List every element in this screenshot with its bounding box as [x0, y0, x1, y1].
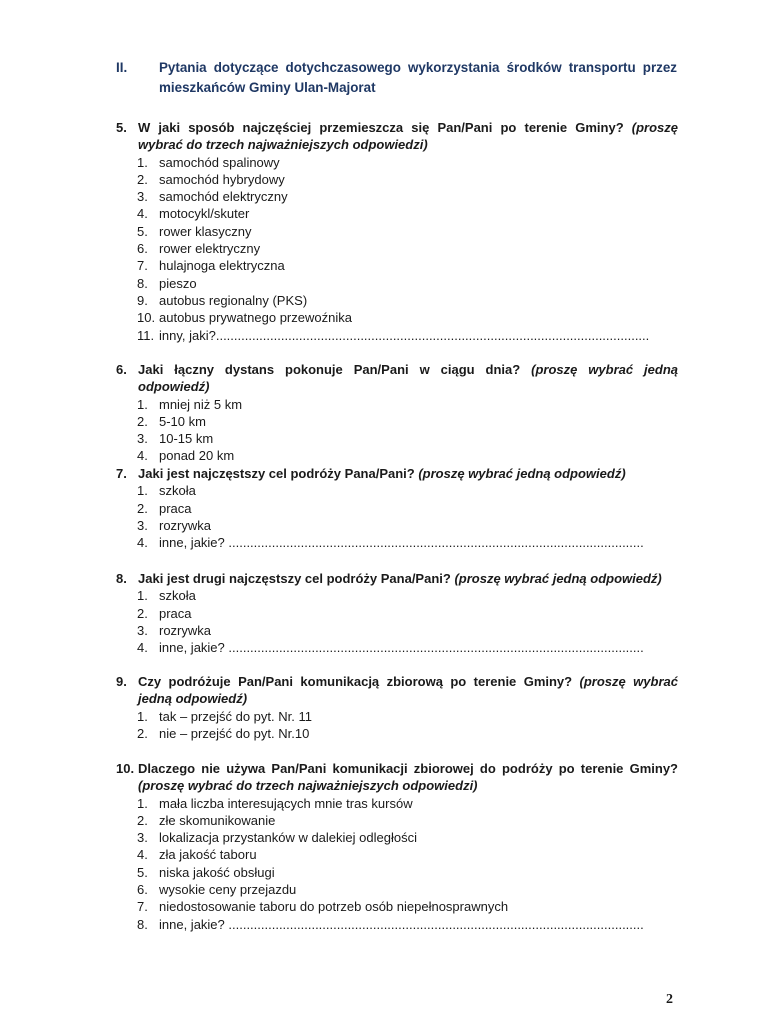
option-item[interactable] — [116, 240, 678, 257]
question-header — [116, 465, 678, 482]
option-label: hulajnoga elektryczna — [159, 258, 285, 274]
option-item[interactable] — [116, 327, 678, 344]
option-item[interactable] — [116, 587, 678, 604]
option-number: 3. — [137, 622, 148, 638]
option-number: 3. — [137, 830, 148, 846]
option-number: 9. — [137, 292, 148, 308]
question-number: 8. — [116, 571, 127, 586]
option-number: 8. — [137, 275, 148, 291]
question-instruction: (proszę wybrać do trzech najważniejszych odpowiedzi) — [138, 778, 478, 794]
option-label: szkoła — [159, 483, 196, 499]
option-label: samochód elektryczny — [159, 189, 288, 205]
option-number: 2. — [137, 725, 148, 741]
option-item[interactable] — [116, 622, 678, 639]
question-number: 9. — [116, 674, 127, 689]
page-number: 2 — [666, 992, 673, 1007]
option-label: rower elektryczny — [159, 241, 261, 257]
option-item[interactable] — [116, 812, 678, 829]
option-item[interactable] — [116, 413, 678, 430]
option-label: 10-15 km — [159, 431, 214, 447]
option-label: autobus prywatnego przewoźnika — [159, 310, 352, 326]
question-header — [116, 361, 678, 396]
option-number: 4. — [137, 847, 148, 863]
section-number: II. — [116, 60, 128, 75]
option-number: 2. — [137, 812, 148, 828]
option-item[interactable] — [116, 309, 678, 326]
option-number: 4. — [137, 206, 148, 222]
option-item[interactable] — [116, 292, 678, 309]
question-header — [116, 119, 678, 154]
question-instruction: (proszę wybrać jedną odpowiedź) — [418, 466, 626, 481]
option-list — [116, 482, 678, 551]
option-item[interactable] — [116, 257, 678, 274]
question-header — [116, 570, 678, 587]
option-label: motocykl/skuter — [159, 206, 250, 222]
option-item[interactable] — [116, 188, 678, 205]
option-label: rozrywka — [159, 622, 212, 638]
option-number: 4. — [137, 640, 148, 656]
section-title: Pytania dotyczące dotychczasowego wykorzystania środków transportu przez mieszkańców Gminy Ulan-Majorat — [159, 60, 677, 95]
option-label: mała liczba interesujących mnie tras kursów — [159, 795, 413, 811]
option-list — [116, 587, 678, 656]
option-number: 7. — [137, 258, 148, 274]
question-text: Jaki jest drugi najczęstszy cel podróży Pana/Pani? — [138, 571, 455, 586]
question-7 — [116, 465, 678, 551]
question-text: Czy podróżuje Pan/Pani komunikacją zbiorową po terenie Gminy? — [138, 674, 580, 689]
option-item[interactable] — [116, 430, 678, 447]
option-list — [116, 154, 678, 344]
option-item[interactable] — [116, 154, 678, 171]
option-number: 5. — [137, 864, 148, 880]
option-number: 8. — [137, 916, 148, 932]
option-number: 3. — [137, 517, 148, 533]
option-label: rower klasyczny — [159, 223, 252, 239]
option-label: autobus regionalny (PKS) — [159, 292, 308, 308]
question-6 — [116, 361, 678, 465]
option-item[interactable] — [116, 846, 678, 863]
option-label: mniej niż 5 km — [159, 396, 243, 412]
question-10 — [116, 760, 678, 933]
option-item[interactable] — [116, 275, 678, 292]
option-item[interactable] — [116, 500, 678, 517]
option-label: inne, jakie? ................................................................................................................... — [159, 916, 644, 932]
option-number: 1. — [137, 795, 148, 811]
option-list — [116, 396, 678, 465]
option-label: praca — [159, 500, 192, 516]
option-number: 1. — [137, 588, 148, 604]
option-label: nie – przejść do pyt. Nr.10 — [159, 725, 310, 741]
option-label: złe skomunikowanie — [159, 812, 276, 828]
question-number: 5. — [116, 120, 127, 135]
question-text: Jaki łączny dystans pokonuje Pan/Pani w ciągu dnia? — [138, 362, 532, 377]
option-item[interactable] — [116, 605, 678, 622]
option-label: samochód spalinowy — [159, 154, 280, 170]
option-number: 3. — [137, 431, 148, 447]
option-number: 6. — [137, 882, 148, 898]
option-number: 4. — [137, 448, 148, 464]
option-number: 7. — [137, 899, 148, 915]
option-label: szkoła — [159, 588, 196, 604]
option-number: 1. — [137, 396, 148, 412]
option-item[interactable] — [116, 447, 678, 464]
option-number: 11. — [137, 327, 155, 343]
question-header — [116, 760, 678, 795]
question-number: 7. — [116, 466, 127, 481]
option-item[interactable] — [116, 205, 678, 222]
option-label: inne, jakie? ................................................................................................................... — [159, 535, 644, 551]
option-number: 4. — [137, 535, 148, 551]
option-number: 6. — [137, 241, 148, 257]
option-item[interactable] — [116, 482, 678, 499]
option-item[interactable] — [116, 864, 678, 881]
question-instruction: (proszę wybrać jedną odpowiedź) — [138, 674, 678, 707]
question-5 — [116, 119, 678, 344]
question-9 — [116, 673, 678, 742]
option-label: lokalizacja przystanków w dalekiej odległości — [159, 830, 417, 846]
question-instruction: (proszę wybrać jedną odpowiedź) — [138, 362, 678, 395]
option-item[interactable] — [116, 881, 678, 898]
option-label: zła jakość taboru — [159, 847, 257, 863]
question-text: Jaki jest najczęstszy cel podróży Pana/Pani? — [138, 466, 419, 481]
option-number: 1. — [137, 154, 148, 170]
option-number: 1. — [137, 708, 148, 724]
option-item[interactable] — [116, 725, 678, 742]
option-number: 10. — [137, 310, 156, 326]
option-item[interactable] — [116, 396, 678, 413]
option-label: inny, jaki?........................................................................................................................ — [159, 327, 650, 343]
question-number: 6. — [116, 362, 127, 377]
question-instruction: (proszę wybrać do trzech najważniejszych odpowiedzi) — [138, 120, 678, 153]
option-label: niska jakość obsługi — [159, 864, 275, 880]
option-item[interactable] — [116, 795, 678, 812]
option-item[interactable] — [116, 708, 678, 725]
question-8 — [116, 570, 678, 656]
option-item[interactable] — [116, 639, 678, 656]
option-list — [116, 795, 678, 933]
option-label: ponad 20 km — [159, 448, 235, 464]
option-number: 2. — [137, 413, 148, 429]
option-label: tak – przejść do pyt. Nr. 11 — [159, 708, 312, 724]
question-instruction: (proszę wybrać jedną odpowiedź) — [454, 571, 662, 586]
option-number: 2. — [137, 605, 148, 621]
option-item[interactable] — [116, 898, 678, 915]
option-label: pieszo — [159, 275, 197, 291]
option-label: niedostosowanie taboru do potrzeb osób niepełnosprawnych — [159, 899, 509, 915]
option-number: 2. — [137, 500, 148, 516]
option-label: rozrywka — [159, 517, 212, 533]
option-number: 2. — [137, 171, 148, 187]
option-list — [116, 708, 678, 743]
option-label: samochód hybrydowy — [159, 171, 285, 187]
question-number: 10. — [116, 761, 135, 776]
question-header — [116, 673, 678, 708]
option-label: wysokie ceny przejazdu — [159, 882, 297, 898]
option-item[interactable] — [116, 517, 678, 534]
option-label: 5-10 km — [159, 413, 206, 429]
option-number: 5. — [137, 223, 148, 239]
option-item[interactable] — [116, 171, 678, 188]
option-number: 3. — [137, 189, 148, 205]
question-text: Dlaczego nie używa Pan/Pani komunikacji zbiorowej do podróży po terenie Gminy? — [138, 761, 678, 776]
question-text: W jaki sposób najczęściej przemieszcza się Pan/Pani po terenie Gminy? — [138, 120, 632, 135]
option-label: inne, jakie? ................................................................................................................... — [159, 640, 644, 656]
option-item[interactable] — [116, 223, 678, 240]
option-item[interactable] — [116, 916, 678, 933]
option-item[interactable] — [116, 534, 678, 551]
option-label: praca — [159, 605, 192, 621]
option-item[interactable] — [116, 829, 678, 846]
option-number: 1. — [137, 483, 148, 499]
